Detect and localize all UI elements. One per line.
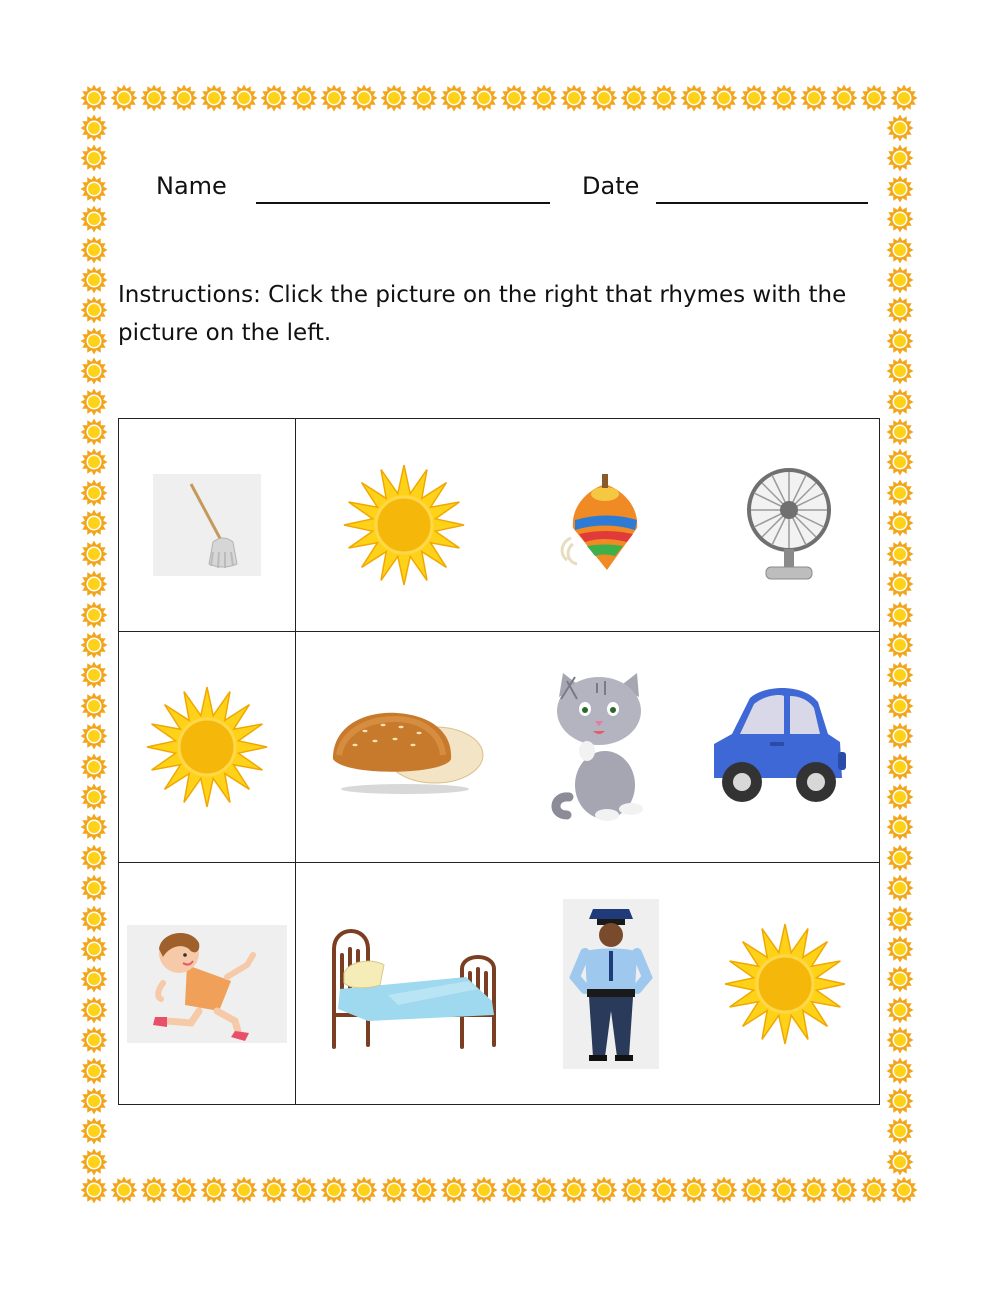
- sunflower-icon: [590, 1176, 618, 1204]
- sunflower-icon: [380, 84, 408, 112]
- sunflower-icon: [80, 479, 108, 507]
- sunflower-icon: [80, 874, 108, 902]
- sunflower-icon: [560, 1176, 588, 1204]
- mop-picture: [119, 474, 295, 576]
- border-top: [80, 84, 918, 114]
- sunflower-icon: [260, 84, 288, 112]
- sunflower-icon: [886, 479, 914, 507]
- sunflower-icon: [80, 509, 108, 537]
- header-fields: [156, 172, 876, 212]
- table-row: [119, 863, 880, 1105]
- sunflower-icon: [320, 84, 348, 112]
- sunflower-icon: [680, 1176, 708, 1204]
- sunflower-icon: [500, 84, 528, 112]
- sunflower-icon: [560, 84, 588, 112]
- sunflower-icon: [80, 266, 108, 294]
- sunflower-icon: [770, 84, 798, 112]
- sunflower-icon: [80, 357, 108, 385]
- sunflower-icon: [886, 418, 914, 446]
- sunflower-icon: [80, 753, 108, 781]
- running-girl-picture: [119, 925, 295, 1043]
- sunflower-icon: [886, 1026, 914, 1054]
- car-picture[interactable]: [710, 682, 850, 812]
- prompt-cell: [119, 863, 296, 1105]
- prompt-cell: [119, 632, 296, 863]
- sunflower-icon: [886, 753, 914, 781]
- sunflower-icon: [886, 783, 914, 811]
- sunflower-icon: [80, 1117, 108, 1145]
- sunflower-icon: [886, 236, 914, 264]
- sunflower-icon: [886, 509, 914, 537]
- name-label: Name: [156, 172, 227, 200]
- sunflower-icon: [770, 1176, 798, 1204]
- sunflower-icon: [110, 84, 138, 112]
- sunflower-icon: [170, 84, 198, 112]
- name-blank-line: [256, 202, 550, 204]
- sunflower-icon: [80, 965, 108, 993]
- sunflower-icon: [620, 1176, 648, 1204]
- sunflower-icon: [886, 1087, 914, 1115]
- choices-cell: [296, 419, 880, 632]
- sunflower-icon: [230, 1176, 258, 1204]
- sunflower-icon: [886, 631, 914, 659]
- sunflower-icon: [200, 84, 228, 112]
- sunflower-icon: [886, 144, 914, 172]
- table-row: [119, 419, 880, 632]
- sunflower-icon: [290, 84, 318, 112]
- sunflower-icon: [200, 1176, 228, 1204]
- sunflower-icon: [320, 1176, 348, 1204]
- sunflower-icon: [886, 601, 914, 629]
- sunflower-icon: [80, 570, 108, 598]
- sunflower-icon: [350, 84, 378, 112]
- sunflower-icon: [350, 1176, 378, 1204]
- sunflower-icon: [530, 1176, 558, 1204]
- sunflower-icon: [860, 84, 888, 112]
- sunflower-icon: [410, 84, 438, 112]
- sunflower-icon: [886, 692, 914, 720]
- sunflower-icon: [80, 236, 108, 264]
- sunflower-icon: [886, 448, 914, 476]
- sunflower-icon: [886, 570, 914, 598]
- sunflower-icon: [470, 84, 498, 112]
- sunflower-icon: [710, 1176, 738, 1204]
- sunflower-icon: [886, 175, 914, 203]
- cat-picture[interactable]: [547, 669, 651, 825]
- sunflower-icon: [590, 84, 618, 112]
- sun-icon: [145, 685, 269, 809]
- sunflower-icon: [620, 84, 648, 112]
- sunflower-icon: [886, 965, 914, 993]
- sunflower-icon: [886, 1057, 914, 1085]
- sunflower-icon: [80, 1087, 108, 1115]
- sunflower-icon: [380, 1176, 408, 1204]
- sunflower-icon: [80, 388, 108, 416]
- sunflower-icon: [680, 84, 708, 112]
- table-row: [119, 632, 880, 863]
- date-label: Date: [582, 172, 640, 200]
- sunflower-icon: [80, 1176, 108, 1204]
- sunflower-icon: [886, 722, 914, 750]
- mop-icon: [153, 474, 261, 576]
- sunflower-icon: [886, 1148, 914, 1176]
- sunflower-icon: [110, 1176, 138, 1204]
- bun-picture[interactable]: [325, 697, 489, 797]
- sunflower-icon: [80, 418, 108, 446]
- rhyme-table: [118, 418, 880, 1105]
- sunflower-icon: [886, 813, 914, 841]
- choices-cell: [296, 863, 880, 1105]
- sunflower-icon: [740, 1176, 768, 1204]
- sunflower-icon: [80, 783, 108, 811]
- sun-icon: [342, 463, 466, 587]
- sunflower-icon: [860, 1176, 888, 1204]
- border-left: [80, 114, 110, 1176]
- sunflower-icon: [80, 448, 108, 476]
- choices-cell: [296, 632, 880, 863]
- sunflower-icon: [80, 205, 108, 233]
- sunflower-icon: [830, 1176, 858, 1204]
- sunflower-icon: [886, 205, 914, 233]
- sunflower-icon: [80, 1148, 108, 1176]
- sunflower-icon: [650, 84, 678, 112]
- sunflower-icon: [886, 296, 914, 324]
- sunflower-icon: [80, 114, 108, 142]
- sunflower-icon: [886, 357, 914, 385]
- sunflower-icon: [886, 114, 914, 142]
- sunflower-icon: [80, 692, 108, 720]
- fan-icon: [744, 465, 834, 585]
- sunflower-icon: [140, 84, 168, 112]
- sunflower-icon: [440, 84, 468, 112]
- sunflower-icon: [80, 661, 108, 689]
- fan-picture[interactable]: [744, 465, 834, 585]
- sunflower-icon: [440, 1176, 468, 1204]
- spinning-top-picture[interactable]: [557, 470, 653, 580]
- sunflower-icon: [230, 84, 258, 112]
- sunflower-icon: [830, 84, 858, 112]
- bed-picture[interactable]: [328, 919, 500, 1049]
- sunflower-icon: [80, 905, 108, 933]
- sunflower-icon: [80, 813, 108, 841]
- sunflower-icon: [80, 722, 108, 750]
- sunflower-icon: [886, 935, 914, 963]
- sunflower-icon: [80, 1057, 108, 1085]
- sunflower-icon: [500, 1176, 528, 1204]
- sunflower-icon: [800, 1176, 828, 1204]
- sunflower-icon: [470, 1176, 498, 1204]
- sunflower-icon: [260, 1176, 288, 1204]
- sunflower-icon: [80, 144, 108, 172]
- sunflower-icon: [80, 601, 108, 629]
- running-girl-icon: [127, 925, 287, 1043]
- sunflower-icon: [886, 1117, 914, 1145]
- car-icon: [710, 682, 850, 812]
- sunflower-icon: [890, 84, 918, 112]
- sunflower-icon: [80, 935, 108, 963]
- sunflower-icon: [886, 266, 914, 294]
- sunflower-icon: [170, 1176, 198, 1204]
- police-officer-picture[interactable]: [563, 899, 659, 1069]
- prompt-cell: [119, 419, 296, 632]
- sunflower-icon: [290, 1176, 318, 1204]
- sunflower-icon: [886, 540, 914, 568]
- date-blank-line: [656, 202, 868, 204]
- sunflower-icon: [710, 84, 738, 112]
- border-bottom: [80, 1176, 918, 1206]
- sunflower-icon: [80, 540, 108, 568]
- bed-icon: [328, 919, 500, 1049]
- sunflower-icon: [530, 84, 558, 112]
- sunflower-icon: [80, 844, 108, 872]
- spinning-top-icon: [557, 470, 653, 580]
- sunflower-icon: [80, 175, 108, 203]
- sunflower-icon: [886, 905, 914, 933]
- sun-picture: [119, 685, 295, 809]
- sunflower-icon: [886, 874, 914, 902]
- sunflower-icon: [800, 84, 828, 112]
- sunflower-icon: [80, 1026, 108, 1054]
- sunflower-icon: [886, 388, 914, 416]
- border-right: [886, 114, 916, 1176]
- sunflower-icon: [886, 327, 914, 355]
- sunflower-icon: [740, 84, 768, 112]
- sun-icon: [723, 922, 847, 1046]
- sunflower-icon: [890, 1176, 918, 1204]
- police-officer-icon: [563, 899, 659, 1069]
- sunflower-icon: [886, 996, 914, 1024]
- cat-icon: [547, 669, 651, 825]
- sunflower-icon: [80, 84, 108, 112]
- sunflower-icon: [80, 296, 108, 324]
- sunflower-icon: [80, 327, 108, 355]
- sunflower-icon: [410, 1176, 438, 1204]
- sunflower-icon: [80, 996, 108, 1024]
- instructions-text: Instructions: Click the picture on the right that rhymes with the picture on the left.: [118, 282, 847, 346]
- sunflower-icon: [650, 1176, 678, 1204]
- bun-icon: [325, 697, 489, 797]
- sunflower-icon: [140, 1176, 168, 1204]
- sunflower-icon: [886, 661, 914, 689]
- sun-picture[interactable]: [342, 463, 466, 587]
- sunflower-icon: [886, 844, 914, 872]
- sunflower-icon: [80, 631, 108, 659]
- sun-picture[interactable]: [723, 922, 847, 1046]
